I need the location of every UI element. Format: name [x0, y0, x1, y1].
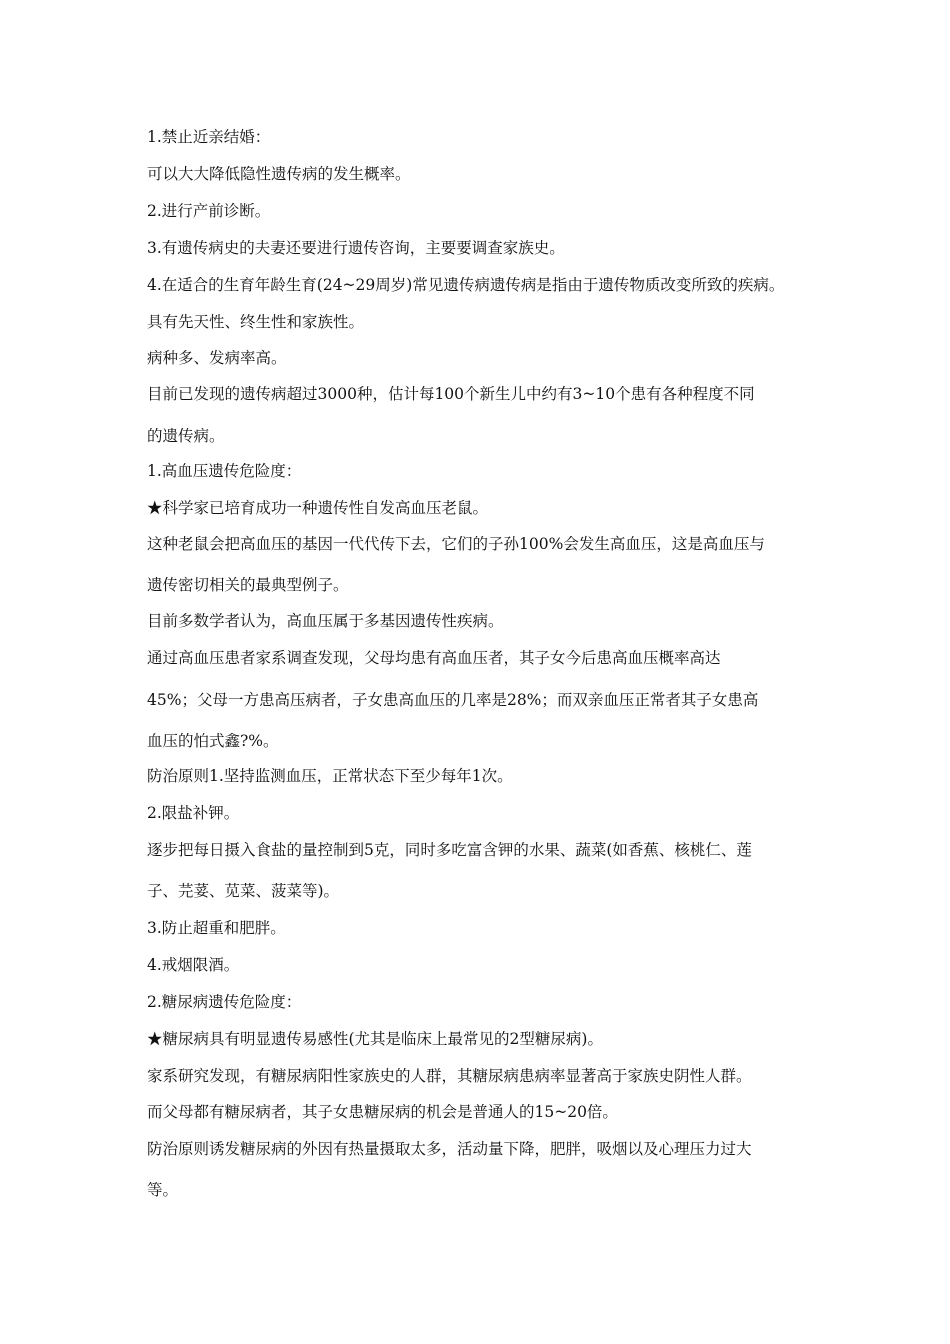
text-line: 遗传密切相关的最典型例子。: [147, 576, 349, 594]
text-line: 2.糖尿病遗传危险度：: [147, 993, 302, 1011]
text-line: 可以大大降低隐性遗传病的发生概率。: [147, 165, 411, 183]
text-line: 目前多数学者认为，高血压属于多基因遗传性疾病。: [147, 612, 504, 630]
text-line: 2.限盐补钾。: [147, 804, 240, 822]
text-line: 病种多、发病率高。: [147, 349, 287, 367]
text-line: 防治原则1.坚持监测血压，正常状态下至少每年1次。: [147, 767, 513, 785]
text-line: ★糖尿病具有明显遗传易感性(尤其是临床上最常见的2型糖尿病)。: [147, 1030, 603, 1048]
text-line: 血压的怕式鑫?%。: [147, 732, 279, 750]
text-line: 这种老鼠会把高血压的基因一代代传下去，它们的子孙100%会发生高血压，这是高血压与: [147, 535, 765, 553]
text-line: 逐步把每日摄入食盐的量控制到5克，同时多吃富含钾的水果、蔬菜(如香蕉、核桃仁、莲: [147, 841, 752, 859]
text-line: 目前已发现的遗传病超过3000种，估计每100个新生儿中约有3~10个患有各种程度不同: [147, 385, 755, 403]
text-line: 3.防止超重和肥胖。: [147, 919, 286, 937]
text-line: 3.有遗传病史的夫妻还要进行遗传咨询，主要要调查家族史。: [147, 239, 565, 257]
text-line: 家系研究发现，有糖尿病阳性家族史的人群，其糖尿病患病率显著高于家族史阴性人群。: [147, 1067, 752, 1085]
text-line: 的遗传病。: [147, 427, 225, 445]
text-line: 1.高血压遗传危险度：: [147, 462, 302, 480]
text-line: 等。: [147, 1181, 179, 1199]
text-line: 通过高血压患者家系调查发现，父母均患有高血压者，其子女今后患高血压概率高达: [147, 649, 721, 667]
text-line: 2.进行产前诊断。: [147, 202, 271, 220]
text-line: 防治原则诱发糖尿病的外因有热量摄取太多，活动量下降，肥胖，吸烟以及心理压力过大: [147, 1140, 752, 1158]
text-line: 45%；父母一方患高压病者，子女患高血压的几率是28%；而双亲血压正常者其子女患高: [147, 691, 759, 709]
text-line: 子、芫荽、苋菜、菠菜等)。: [147, 882, 340, 900]
text-line: ★科学家已培育成功一种遗传性自发高血压老鼠。: [147, 499, 489, 517]
text-line: 具有先天性、终生性和家族性。: [147, 313, 365, 331]
text-line: 而父母都有糖尿病者，其子女患糖尿病的机会是普通人的15~20倍。: [147, 1103, 618, 1121]
text-line: 4.戒烟限酒。: [147, 956, 240, 974]
text-line: 4.在适合的生育年龄生育(24~29周岁)常见遗传病遗传病是指由于遗传物质改变所致的疾病。: [147, 276, 785, 294]
text-line: 1.禁止近亲结婚：: [147, 128, 271, 146]
